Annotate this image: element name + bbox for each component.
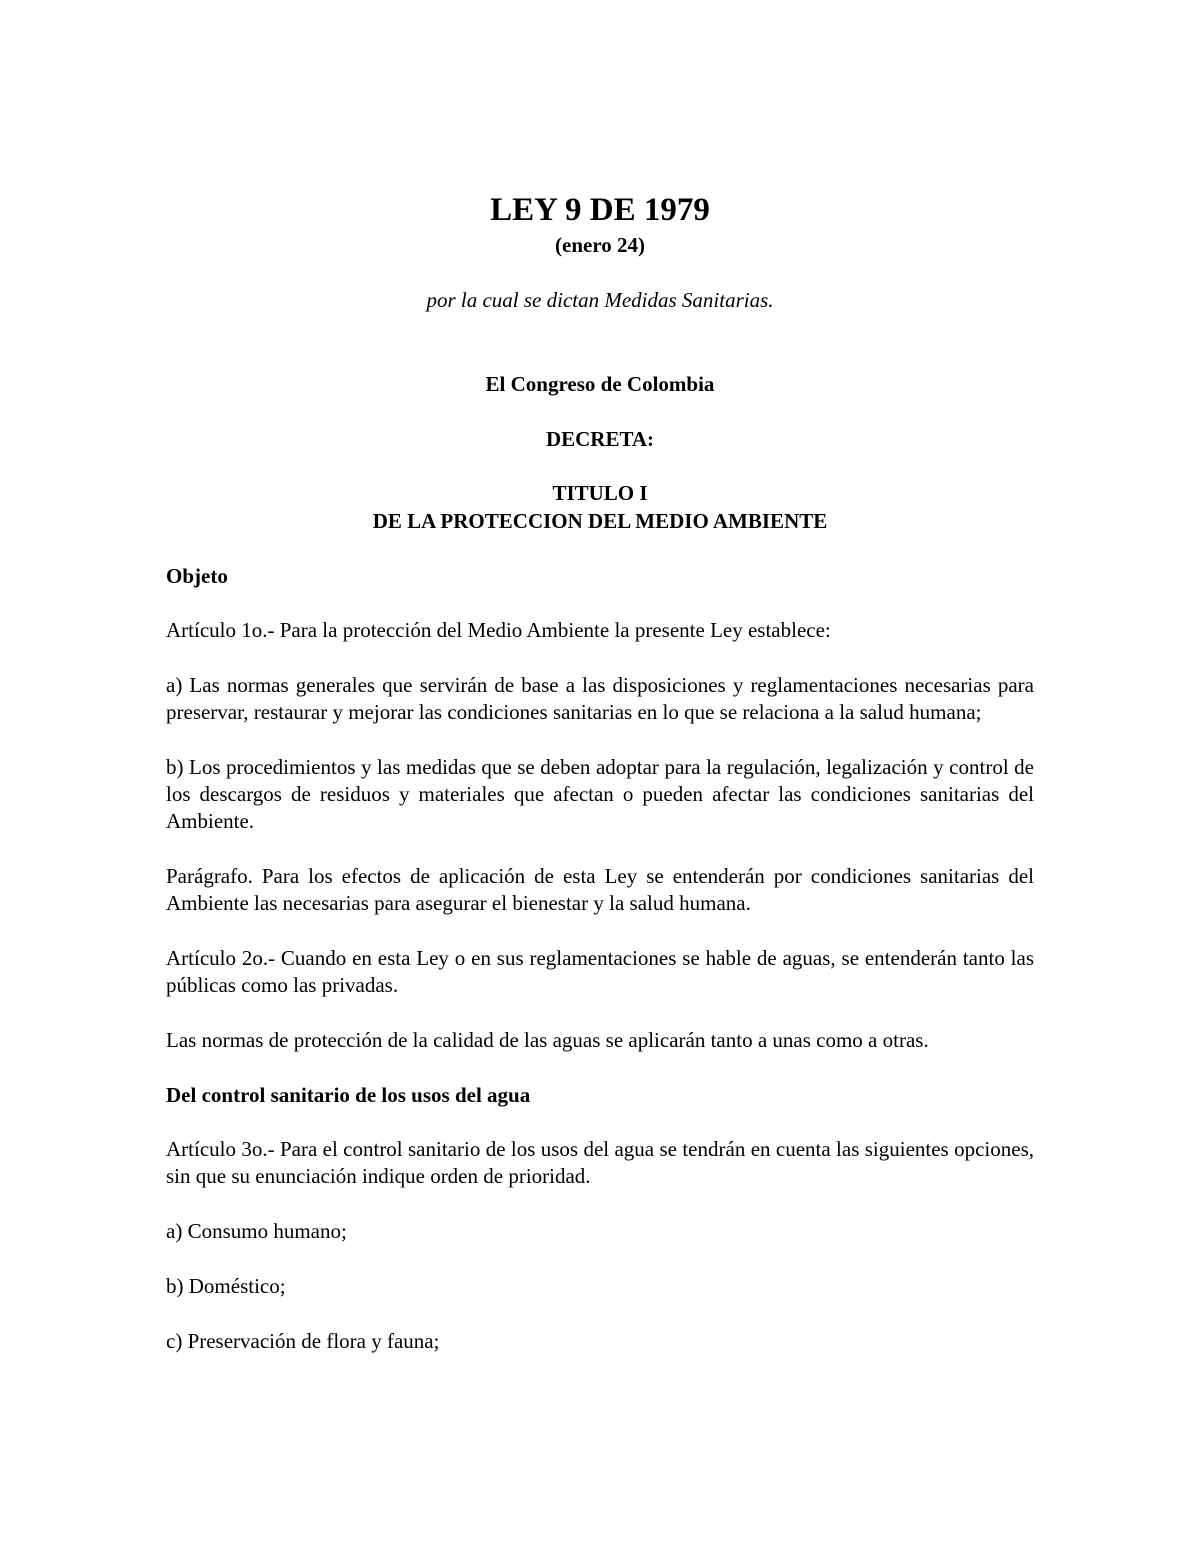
titulo-name: DE LA PROTECCION DEL MEDIO AMBIENTE bbox=[372, 509, 828, 533]
article-1-item-b: b) Los procedimientos y las medidas que se deben adoptar para la regulación, legalización y control de los descargos de residuos y materiales que afectan o pueden afectar las condiciones sanitarias del Ambiente. bbox=[166, 755, 1034, 833]
article-2-normas: Las normas de protección de la calidad de las aguas se aplicarán tanto a unas como a otras. bbox=[166, 1028, 929, 1052]
article-1-intro: Artículo 1o.- Para la protección del Medio Ambiente la presente Ley establece: bbox=[166, 618, 831, 642]
law-date: (enero 24) bbox=[555, 233, 645, 257]
section-heading-control: Del control sanitario de los usos del agua bbox=[166, 1083, 531, 1107]
paragrafo: Parágrafo. Para los efectos de aplicación de esta Ley se entenderán por condiciones sanitarias del Ambiente las necesarias para asegurar el bienestar y la salud humana. bbox=[166, 864, 1034, 915]
article-1-item-a: a) Las normas generales que servirán de base a las disposiciones y reglamentaciones necesarias para preservar, restaurar y mejorar las condiciones sanitarias en lo que se relaciona a la salud humana; bbox=[166, 673, 1034, 724]
article-3-item-b: b) Doméstico; bbox=[166, 1274, 286, 1298]
decreta-heading: DECRETA: bbox=[545, 427, 655, 451]
document-content bbox=[166, 190, 1034, 1355]
article-3-item-c: c) Preservación de flora y fauna; bbox=[166, 1329, 440, 1353]
titulo-heading bbox=[166, 479, 1034, 535]
section-heading-objeto: Objeto bbox=[166, 564, 228, 588]
article-2: Artículo 2o.- Cuando en esta Ley o en sus reglamentaciones se hable de aguas, se entenderán tanto las públicas como las privadas. bbox=[166, 946, 1034, 997]
law-subtitle: por la cual se dictan Medidas Sanitarias. bbox=[426, 288, 774, 312]
article-3-item-a: a) Consumo humano; bbox=[166, 1219, 347, 1243]
article-3: Artículo 3o.- Para el control sanitario de los usos del agua se tendrán en cuenta las siguientes opciones, sin que su enunciación indique orden de prioridad. bbox=[166, 1137, 1034, 1188]
titulo-number: TITULO I bbox=[552, 481, 648, 505]
congress-heading: El Congreso de Colombia bbox=[485, 372, 715, 396]
law-title: LEY 9 DE 1979 bbox=[490, 192, 710, 228]
